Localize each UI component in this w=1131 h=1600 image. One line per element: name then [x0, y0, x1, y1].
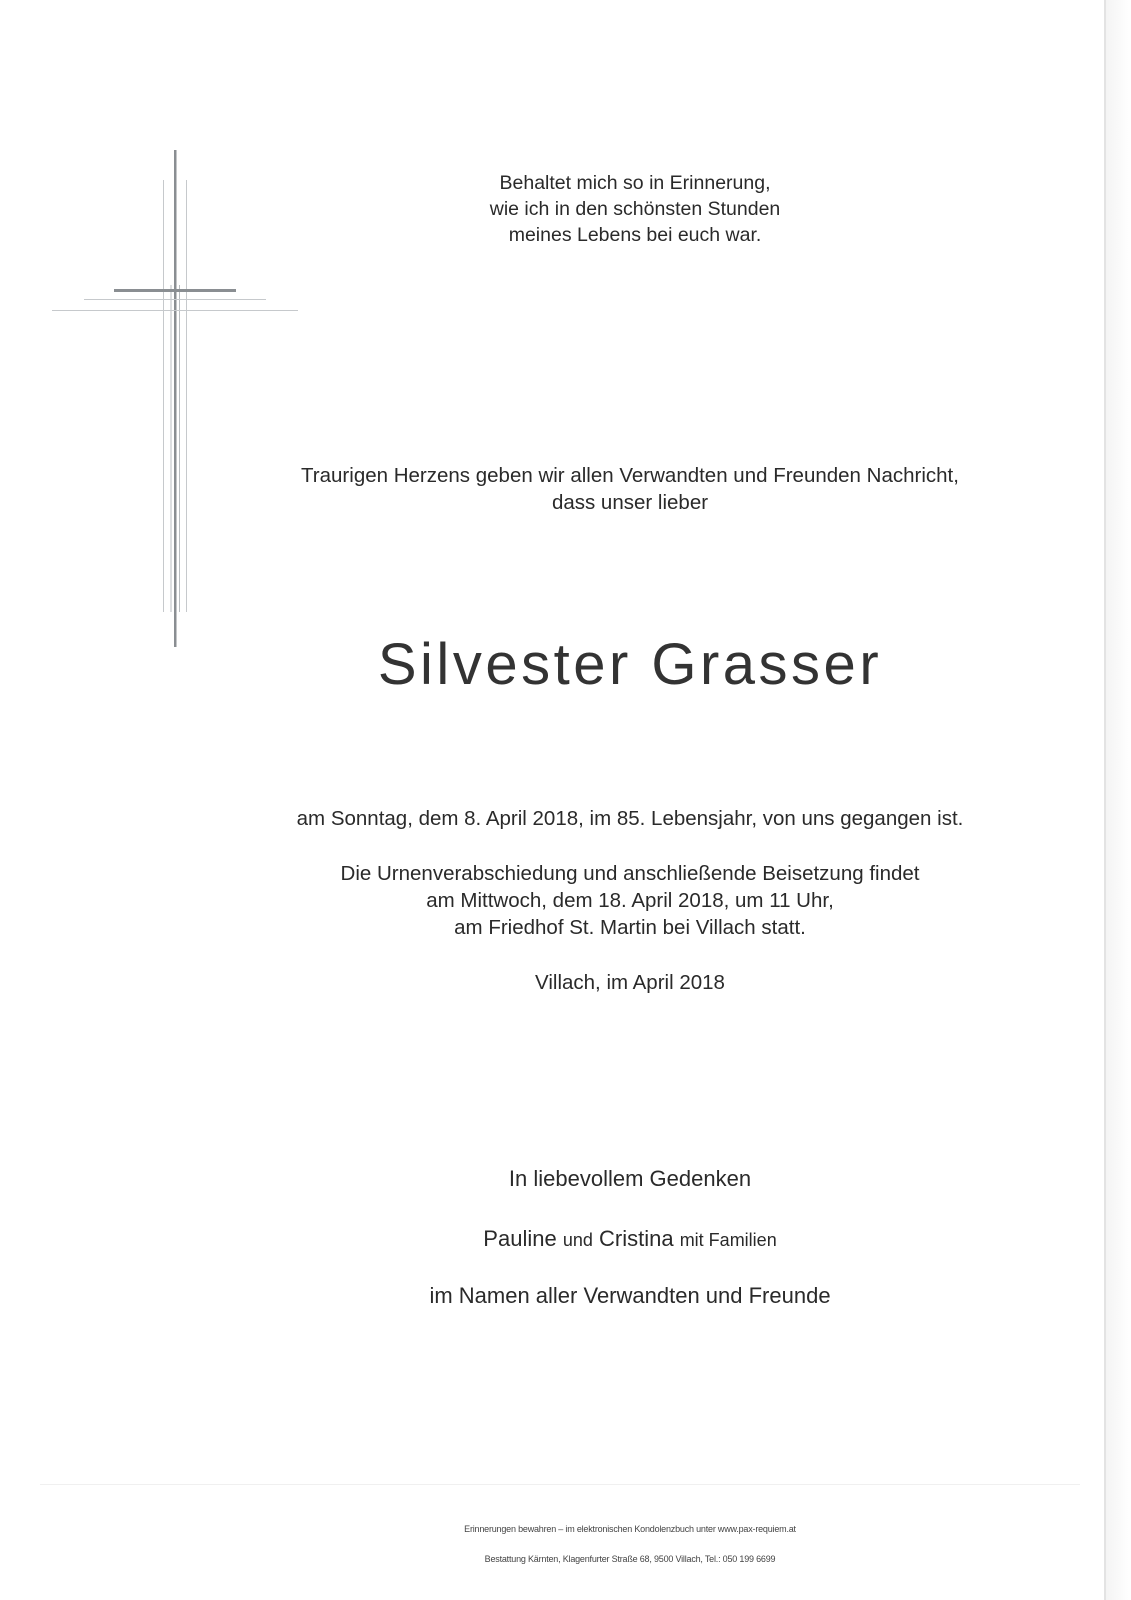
motto-line-3: meines Lebens bei euch war.	[508, 224, 762, 246]
intro-line-1: Traurigen Herzens geben wir allen Verwandten und Freunden Nachricht,	[301, 464, 959, 487]
place-date: Villach, im April 2018	[535, 971, 725, 994]
signatory-name-2: Cristina	[598, 1226, 674, 1251]
page-edge-shadow	[1106, 0, 1131, 1600]
signatory-suffix: mit Familien	[679, 1230, 777, 1250]
signatory-connector: und	[562, 1230, 593, 1250]
motto-verse	[425, 170, 845, 248]
footer-funeral-home: Bestattung Kärnten, Klagenfurter Straße 68, 9500 Villach, Tel.: 050 199 6699	[484, 1554, 776, 1564]
deceased-name: Silvester Grasser	[377, 632, 883, 697]
memory-line: In liebevollem Gedenken	[508, 1166, 752, 1191]
intro-text	[240, 462, 1020, 516]
intro-line-2: dass unser lieber	[551, 491, 709, 514]
motto-line-1: Behaltet mich so in Erinnerung,	[499, 172, 771, 194]
footer-divider	[40, 1484, 1080, 1485]
motto-line-2: wie ich in den schönsten Stunden	[489, 198, 781, 220]
ceremony-details	[240, 860, 1020, 941]
family-line: im Namen aller Verwandten und Freunde	[429, 1283, 831, 1308]
ceremony-line-2: am Mittwoch, dem 18. April 2018, um 11 Uhr,	[426, 889, 834, 912]
cross-main-vertical	[174, 150, 177, 647]
ceremony-line-1: Die Urnenverabschiedung und anschließende Beisetzung findet	[340, 862, 920, 885]
cross-icon	[50, 150, 310, 670]
cross-main-horizontal	[114, 289, 236, 292]
ceremony-line-3: am Friedhof St. Martin bei Villach statt.	[454, 916, 806, 939]
death-notice: am Sonntag, dem 8. April 2018, im 85. Lebensjahr, von uns gegangen ist.	[296, 807, 964, 830]
signatories	[400, 1224, 860, 1255]
signatory-name-1: Pauline	[483, 1226, 557, 1251]
footer-condolence-note: Erinnerungen bewahren – im elektronischen Kondolenzbuch unter www.pax-requiem.at	[464, 1524, 796, 1534]
